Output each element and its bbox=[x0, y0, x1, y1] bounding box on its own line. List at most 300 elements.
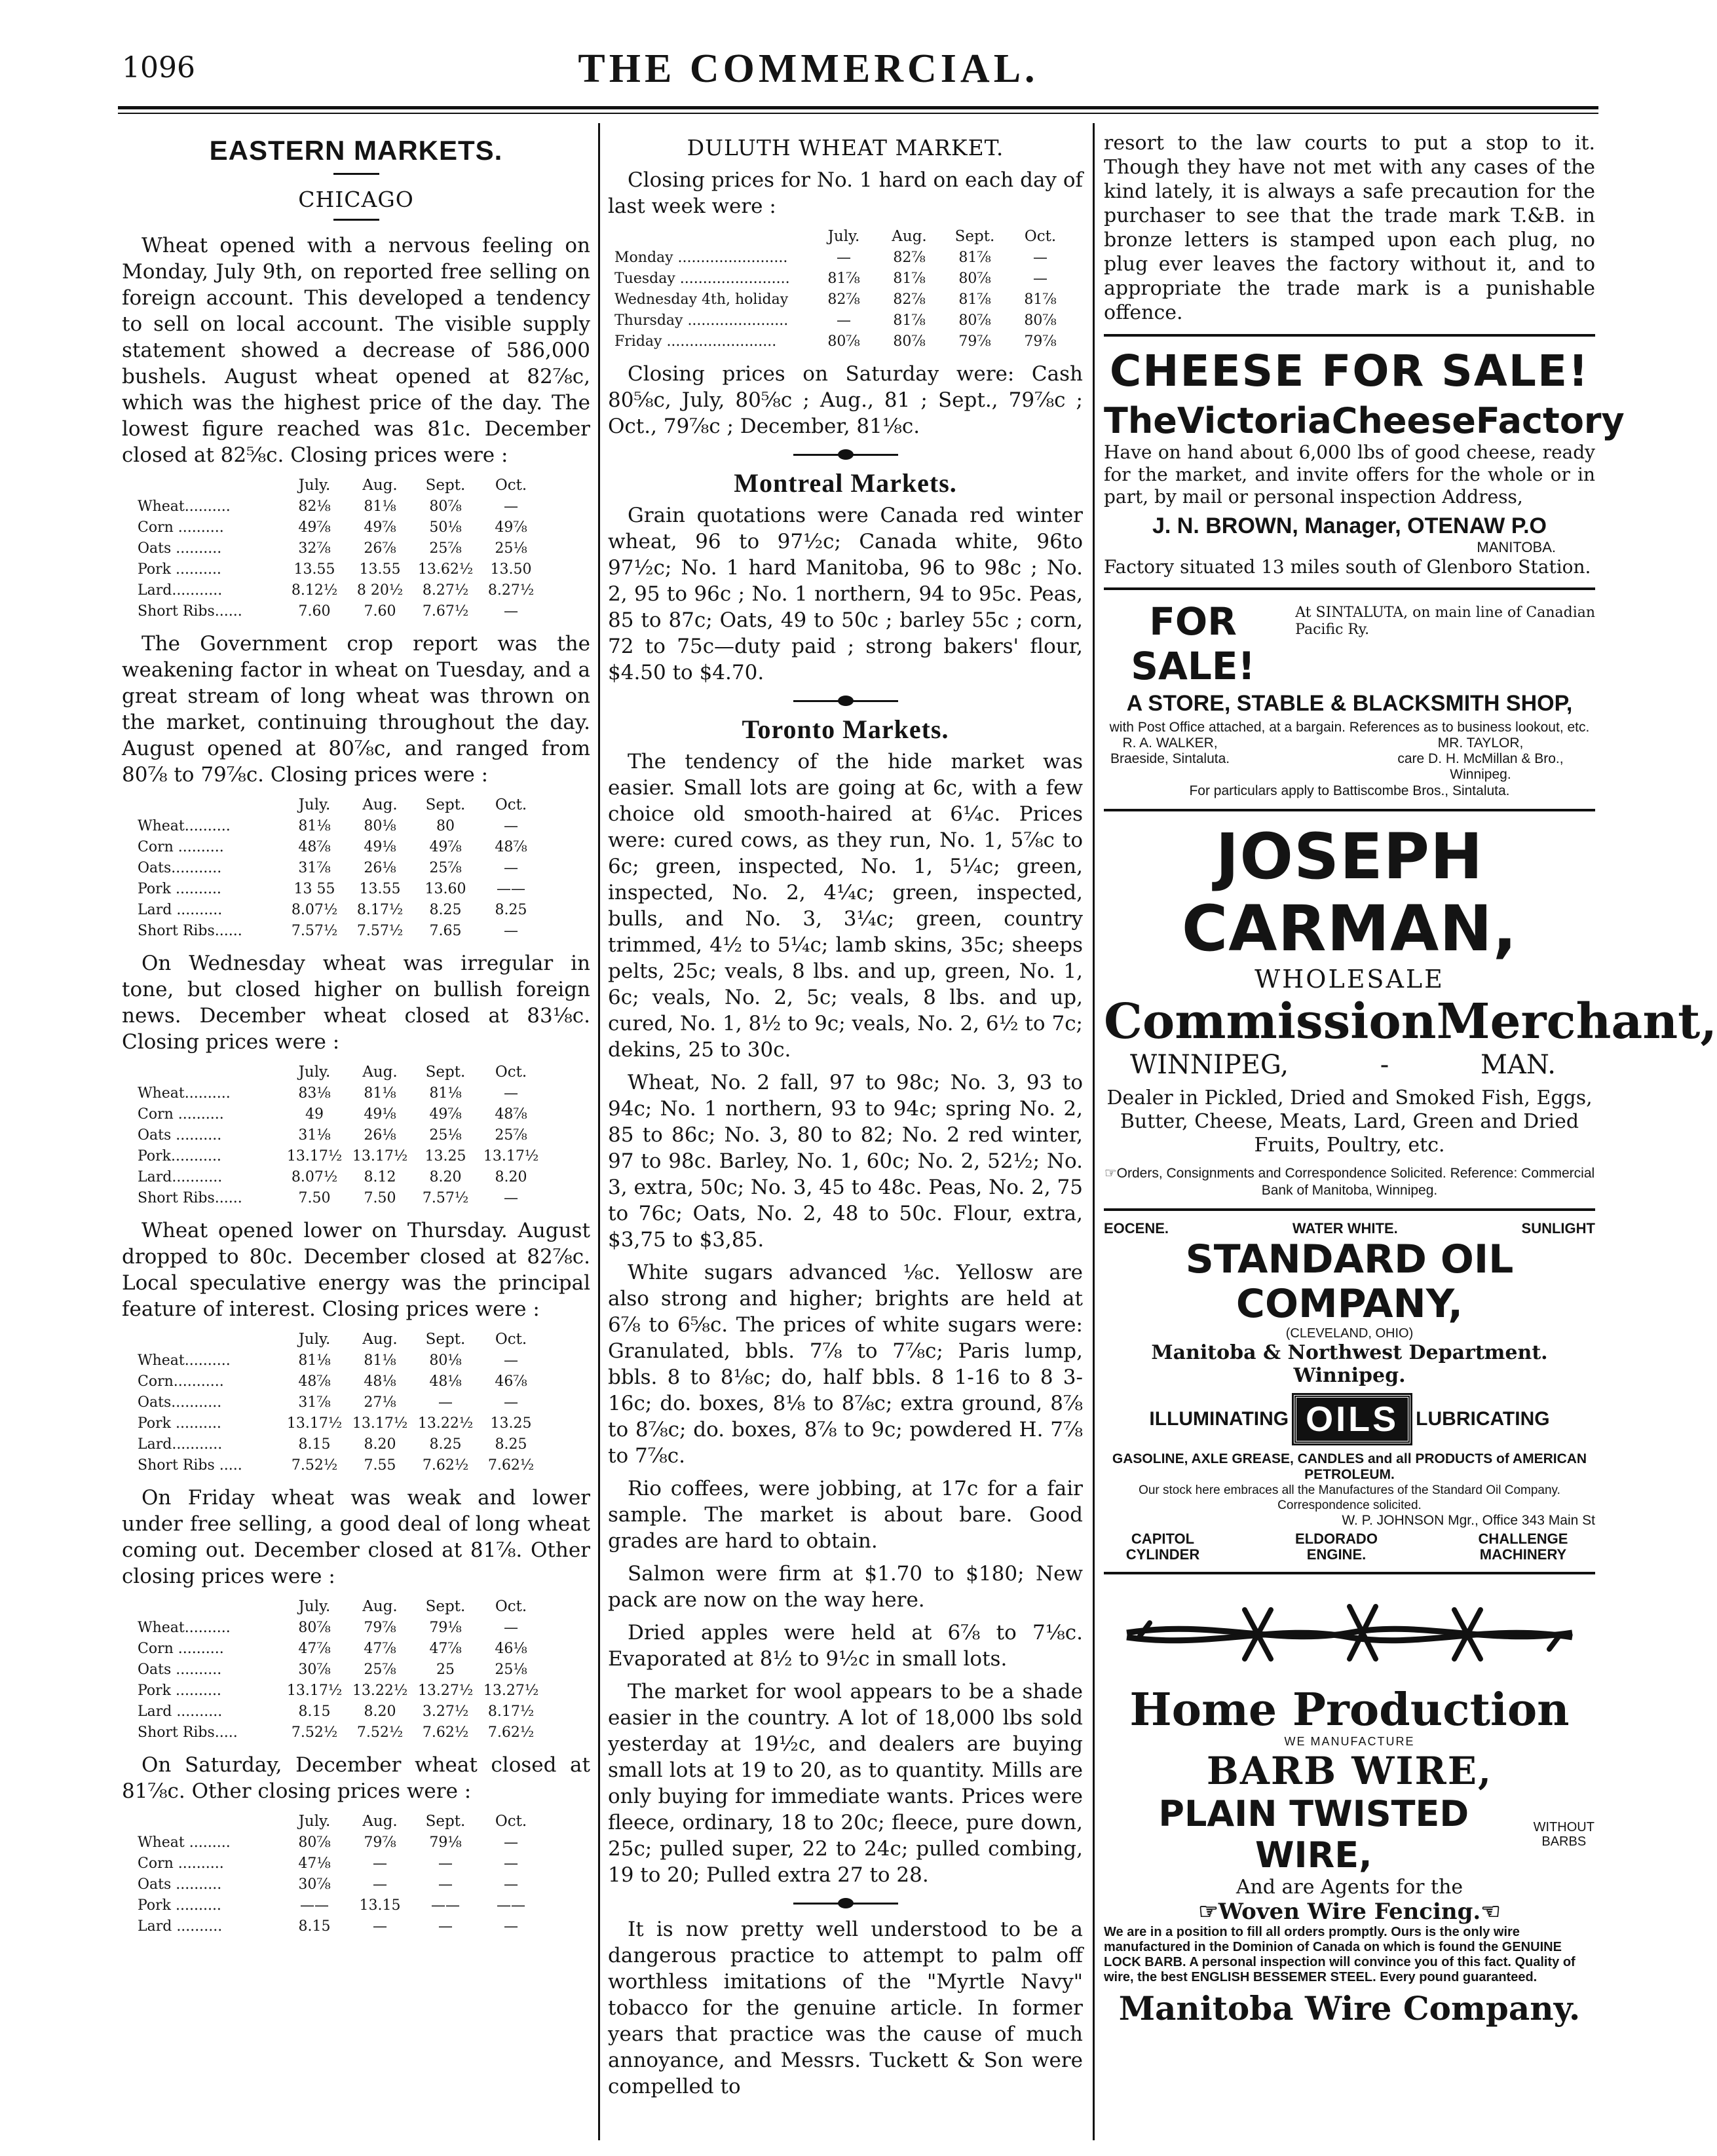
commodity-label: Tuesday ........................ bbox=[614, 270, 790, 287]
table-row bbox=[138, 815, 544, 836]
price-cell: — bbox=[504, 922, 518, 939]
ad-oil-product: CHALLENGE MACHINERY bbox=[1478, 1531, 1568, 1563]
table-header-blank bbox=[614, 226, 811, 247]
table-row bbox=[138, 857, 544, 878]
table-row bbox=[138, 1371, 544, 1392]
price-table bbox=[138, 475, 544, 622]
table-header-cell: Oct. bbox=[495, 1598, 527, 1615]
ad-barb-wire-title: BARB WIRE, bbox=[1206, 1749, 1493, 1793]
paragraph: It is now pretty well understood to be a dangerous practice to attempt to palm off worthless imitations of the "Myrtle Navy" tobacco for the genuine article. In former years that practice was the cause of much annoyance, and Messrs. Tuckett & Son were compelled to bbox=[608, 1918, 1083, 2098]
ad-merchant: Merchant, bbox=[1436, 994, 1717, 1050]
ad-rule bbox=[1104, 1208, 1595, 1211]
price-cell: —— bbox=[431, 1897, 460, 1914]
price-cell: 8.07½ bbox=[291, 1168, 338, 1185]
divider bbox=[333, 219, 379, 221]
price-cell: 81⅞ bbox=[1024, 291, 1057, 308]
table-row bbox=[138, 1701, 544, 1722]
commodity-label: Oats........... bbox=[138, 859, 222, 876]
ad-standard-oil bbox=[1104, 1220, 1595, 1563]
commodity-label: Wednesday 4th, holiday bbox=[614, 291, 789, 308]
price-cell: 13.22½ bbox=[417, 1415, 474, 1432]
price-cell: 13.55 bbox=[293, 561, 335, 578]
price-cell: 7.50 bbox=[364, 1189, 396, 1206]
price-cell: 49⅞ bbox=[429, 1106, 462, 1123]
paragraph: Rio coffees, were jobbing, at 17c for a fair sample. The market is about bare. Good grades are hard to obtain. bbox=[608, 1477, 1083, 1553]
commodity-label: Friday ........................ bbox=[614, 333, 777, 350]
price-table bbox=[138, 1811, 544, 1937]
price-cell: 46⅛ bbox=[495, 1640, 527, 1657]
ad-signature: J. N. BROWN, Manager, OTENAW P.O bbox=[1152, 513, 1547, 538]
price-cell: 31⅞ bbox=[298, 859, 331, 876]
price-cell: 7.57½ bbox=[291, 922, 338, 939]
price-cell: — bbox=[373, 1918, 387, 1935]
table-row bbox=[138, 1124, 544, 1145]
ad-headline: FOR SALE! bbox=[1131, 599, 1255, 688]
price-cell: 32⅞ bbox=[298, 540, 331, 557]
price-cell: 81⅛ bbox=[298, 817, 331, 834]
price-cell: 7.67½ bbox=[422, 603, 469, 620]
commodity-label: Corn .......... bbox=[138, 1855, 224, 1872]
table-row bbox=[138, 1853, 544, 1874]
price-cell: 27⅛ bbox=[364, 1394, 396, 1411]
paragraph: Closing prices on Saturday were: Cash 80⅝c, July, 80⅝c ; Aug., 81 ; Sept., 79⅞c ; Oct., 79⅞c ; December, 81⅛c. bbox=[608, 362, 1083, 438]
commodity-label: Pork........... bbox=[138, 1147, 221, 1164]
table-header-cell: Oct. bbox=[495, 1813, 527, 1830]
price-table bbox=[138, 1596, 544, 1743]
table-row bbox=[138, 580, 544, 601]
price-cell: 81⅛ bbox=[298, 1352, 331, 1369]
table-header-cell: July. bbox=[298, 796, 331, 813]
table-header-cell: Sept. bbox=[425, 1331, 466, 1348]
ad-we-manufacture: WE MANUFACTURE bbox=[1284, 1735, 1415, 1748]
ad-joseph-carman bbox=[1104, 820, 1717, 1199]
table-header-cell: Aug. bbox=[892, 228, 927, 245]
table-header-cell: Sept. bbox=[425, 1813, 466, 1830]
column-divider bbox=[598, 123, 600, 2140]
commodity-label: Short Ribs...... bbox=[138, 922, 242, 939]
table-row bbox=[138, 1722, 544, 1743]
price-cell: 30⅞ bbox=[298, 1876, 331, 1893]
commodity-label: Pork .......... bbox=[138, 561, 221, 578]
price-cell: 13.25 bbox=[490, 1415, 532, 1432]
ad-contact-name: MR. TAYLOR, bbox=[1437, 735, 1524, 751]
price-cell: 8 20½ bbox=[356, 582, 404, 599]
ad-signature-line2: MANITOBA. bbox=[1477, 539, 1556, 555]
table-header-cell: Oct. bbox=[495, 477, 527, 494]
price-cell: — bbox=[837, 249, 851, 266]
commodity-label: Wheat ......... bbox=[138, 1834, 231, 1851]
commodity-label: Wheat.......... bbox=[138, 1619, 231, 1636]
ad-lubricating: LUBRICATING bbox=[1416, 1408, 1550, 1430]
table-header-cell: Sept. bbox=[425, 796, 466, 813]
section-title: DULUTH WHEAT MARKET. bbox=[687, 135, 1004, 160]
price-cell: 81⅛ bbox=[429, 1085, 462, 1102]
table-header-blank bbox=[138, 794, 282, 815]
table-row bbox=[138, 1680, 544, 1701]
price-cell: 7.52½ bbox=[291, 1457, 338, 1474]
table-row bbox=[138, 538, 544, 559]
price-cell: 8.27½ bbox=[487, 582, 535, 599]
table-header-blank bbox=[138, 1811, 282, 1832]
table-row bbox=[138, 559, 544, 580]
paragraph: Closing prices for No. 1 hard on each day of last week were : bbox=[608, 168, 1083, 218]
price-cell: 47⅞ bbox=[364, 1640, 396, 1657]
table-header-cell: Sept. bbox=[954, 228, 995, 245]
table-row bbox=[138, 1638, 544, 1659]
price-cell: 81⅞ bbox=[827, 270, 860, 287]
table-row bbox=[138, 1392, 544, 1413]
price-cell: 80⅞ bbox=[429, 498, 462, 515]
table-row bbox=[138, 1659, 544, 1680]
price-cell: 8.27½ bbox=[422, 582, 469, 599]
price-cell: 13.50 bbox=[490, 561, 532, 578]
ad-headline: STANDARD OIL COMPANY, bbox=[1185, 1236, 1514, 1327]
price-cell: 48⅛ bbox=[364, 1373, 396, 1390]
price-cell: 13.17½ bbox=[483, 1147, 539, 1164]
price-cell: 81⅞ bbox=[893, 312, 926, 329]
ad-oil-grade: WATER WHITE. bbox=[1292, 1220, 1398, 1236]
duluth-price-table bbox=[614, 226, 1073, 352]
price-cell: 7.62½ bbox=[487, 1724, 535, 1741]
commodity-label: Short Ribs ..... bbox=[138, 1457, 242, 1474]
price-cell: — bbox=[837, 312, 851, 329]
price-cell: — bbox=[504, 1619, 518, 1636]
table-row bbox=[138, 920, 544, 941]
paragraph: resort to the law courts to put a stop to it. Though they have not met with any cases of the kind lately, it is always a safe precaution for the purchaser to see that the trade mark T.&B. in bronze letters is stamped upon each plug, no plug ever leaves the factory without it, and to appropriate the trade mark is a punishable offence. bbox=[1104, 132, 1595, 324]
price-cell: 47⅞ bbox=[429, 1640, 462, 1657]
price-cell: 50⅛ bbox=[429, 519, 462, 536]
price-cell: — bbox=[504, 1876, 518, 1893]
price-cell: 7.62½ bbox=[422, 1724, 469, 1741]
section-title: Toronto Markets. bbox=[742, 715, 949, 744]
price-cell: — bbox=[504, 1394, 518, 1411]
ad-headline: JOSEPH CARMAN, bbox=[1181, 820, 1518, 965]
price-cell: —— bbox=[300, 1897, 329, 1914]
price-cell: 8.25 bbox=[429, 1436, 462, 1453]
price-cell: 8.12 bbox=[364, 1168, 396, 1185]
ad-manager: W. P. JOHNSON Mgr., Office 343 Main St bbox=[1342, 1513, 1595, 1528]
commodity-label: Monday ........................ bbox=[614, 249, 788, 266]
ad-rule bbox=[1104, 587, 1595, 590]
price-cell: 31⅛ bbox=[298, 1126, 331, 1143]
ad-cheese bbox=[1104, 346, 1625, 578]
price-cell: 8.25 bbox=[495, 1436, 527, 1453]
paragraph: Grain quotations were Canada red winter wheat, 96 to 97½c; Canada white, 96to 97½c; No. 1 hard Manitoba, 96 to 98c ; No. 2, 95 to 96c ; No. 1 northern, 94 to 95c. Peas, 85 to 87c; Oats, 49 to 50c ; barley 55c ; corn, 72 to 75c—duty paid ; strong bakers' flour, $4.50 to $4.70. bbox=[608, 504, 1083, 684]
price-cell: 8.20 bbox=[429, 1168, 462, 1185]
price-cell: 49⅞ bbox=[429, 838, 462, 855]
table-row bbox=[138, 496, 544, 517]
table-row bbox=[138, 836, 544, 857]
ad-body: with Post Office attached, at a bargain. References as to business lookout, etc. bbox=[1109, 720, 1590, 735]
price-cell: — bbox=[504, 1918, 518, 1935]
table-row bbox=[138, 1874, 544, 1895]
ad-contact-address: Braeside, Sintaluta. bbox=[1110, 751, 1230, 766]
table-row bbox=[614, 289, 1073, 310]
commodity-label: Lard........... bbox=[138, 1168, 223, 1185]
table-header-cell: Aug. bbox=[362, 1598, 398, 1615]
price-cell: 8.12½ bbox=[291, 582, 338, 599]
table-header-cell: July. bbox=[298, 477, 331, 494]
price-cell: 13.17½ bbox=[286, 1682, 343, 1699]
price-cell: 7.62½ bbox=[422, 1457, 469, 1474]
table-header-cell: Oct. bbox=[495, 1064, 527, 1081]
price-cell: 79⅞ bbox=[958, 333, 991, 350]
header-rule-thin bbox=[118, 113, 1598, 114]
price-cell: 79⅛ bbox=[429, 1834, 462, 1851]
ornament-divider bbox=[793, 454, 898, 456]
ad-barb-wire bbox=[1104, 1584, 1595, 2028]
commodity-label: Pork .......... bbox=[138, 1415, 221, 1432]
price-cell: 47⅞ bbox=[298, 1640, 331, 1657]
ad-footer: ☞Orders, Consignments and Correspondence Solicited. Reference: Commercial Bank of Manitoba, Winnipeg. bbox=[1104, 1166, 1595, 1198]
table-row bbox=[138, 1145, 544, 1166]
ad-oil-grade: SUNLIGHT bbox=[1521, 1220, 1595, 1236]
price-cell: — bbox=[438, 1876, 453, 1893]
price-cell: —— bbox=[497, 1897, 525, 1914]
price-cell: 30⅞ bbox=[298, 1661, 331, 1678]
price-cell: 8.17½ bbox=[356, 901, 404, 918]
price-cell: 13.17½ bbox=[286, 1147, 343, 1164]
price-cell: 13.60 bbox=[425, 880, 466, 897]
table-header-blank bbox=[138, 1596, 282, 1617]
price-cell: 80⅛ bbox=[364, 817, 396, 834]
ad-subhead: TheVictoriaCheeseFactory bbox=[1104, 400, 1625, 441]
price-cell: 7.60 bbox=[298, 603, 331, 620]
table-row bbox=[138, 899, 544, 920]
price-cell: 8.15 bbox=[298, 1703, 331, 1720]
ad-rule bbox=[1104, 334, 1595, 337]
commodity-label: Corn .......... bbox=[138, 1640, 224, 1657]
table-row bbox=[138, 1455, 544, 1476]
commodity-label: Short Ribs...... bbox=[138, 1189, 242, 1206]
table-row bbox=[138, 1413, 544, 1434]
paragraph: On Wednesday wheat was irregular in tone, but closed higher on bullish foreign news. December wheat closed at 83⅛c. Closing prices were : bbox=[122, 952, 590, 1054]
price-table bbox=[138, 1329, 544, 1476]
price-cell: 80⅞ bbox=[958, 312, 991, 329]
price-cell: — bbox=[504, 1352, 518, 1369]
commodity-label: Lard........... bbox=[138, 582, 223, 599]
price-cell: 82⅛ bbox=[298, 498, 331, 515]
price-cell: 81⅞ bbox=[958, 291, 991, 308]
price-cell: 48⅛ bbox=[429, 1373, 462, 1390]
price-cell: 81⅛ bbox=[364, 498, 396, 515]
price-cell: 79⅞ bbox=[364, 1834, 396, 1851]
commodity-label: Corn .......... bbox=[138, 1106, 224, 1123]
commodity-label: Oats .......... bbox=[138, 1876, 222, 1893]
price-cell: 79⅞ bbox=[364, 1619, 396, 1636]
price-cell: 13.27½ bbox=[417, 1682, 474, 1699]
commodity-label: Short Ribs...... bbox=[138, 603, 242, 620]
ad-location: (CLEVELAND, OHIO) bbox=[1285, 1326, 1414, 1341]
price-cell: 48⅞ bbox=[298, 1373, 331, 1390]
table-row bbox=[614, 247, 1073, 268]
table-header-cell: Aug. bbox=[362, 1813, 398, 1830]
price-cell: 13.25 bbox=[425, 1147, 466, 1164]
table-header-cell: July. bbox=[827, 228, 860, 245]
table-row bbox=[614, 331, 1073, 352]
commodity-label: Oats .......... bbox=[138, 540, 222, 557]
price-cell: 7.62½ bbox=[487, 1457, 535, 1474]
ad-wholesale: WHOLESALE bbox=[1255, 965, 1444, 994]
ad-footer: For particulars apply to Battiscombe Bros., Sintaluta. bbox=[1189, 783, 1510, 798]
price-cell: 80⅞ bbox=[893, 333, 926, 350]
price-table bbox=[138, 794, 544, 941]
ad-footer: Factory situated 13 miles south of Glenboro Station. bbox=[1104, 556, 1591, 578]
table-row bbox=[138, 1187, 544, 1208]
table-header-blank bbox=[138, 1062, 282, 1083]
table-header-cell: July. bbox=[298, 1813, 331, 1830]
price-cell: — bbox=[438, 1918, 453, 1935]
price-cell: — bbox=[504, 1189, 518, 1206]
paragraph: Wheat opened lower on Thursday. August dropped to 80c. December closed at 82⅞c. Local speculative energy was the principal feature of interest. Closing prices were : bbox=[122, 1219, 590, 1321]
table-row bbox=[138, 601, 544, 622]
ad-subhead: A STORE, STABLE & BLACKSMITH SHOP, bbox=[1126, 691, 1573, 716]
section-title: EASTERN MARKETS. bbox=[209, 135, 503, 166]
ad-contact-name: R. A. WALKER, bbox=[1122, 735, 1218, 751]
price-cell: 3.27½ bbox=[422, 1703, 469, 1720]
section-title: Montreal Markets. bbox=[734, 468, 957, 498]
price-cell: 25⅛ bbox=[495, 540, 527, 557]
price-cell: 7.52½ bbox=[291, 1724, 338, 1741]
table-row bbox=[614, 268, 1073, 289]
table-row bbox=[614, 310, 1073, 331]
price-cell: 82⅞ bbox=[893, 291, 926, 308]
price-cell: 81⅞ bbox=[893, 270, 926, 287]
commodity-label: Oats .......... bbox=[138, 1661, 222, 1678]
commodity-label: Lard .......... bbox=[138, 901, 223, 918]
header-rule bbox=[118, 106, 1598, 109]
price-cell: — bbox=[504, 498, 518, 515]
paragraph: The market for wool appears to be a shade easier in the country. A lot of 18,000 lbs sold yesterday at 19½c, and dealers are buying small lots at 19 to 20, as to quantity. Mills are only buying for immediate wants. Prices were fleece, ordinary, 18 to 20c; fleece, pure down, 25c; pulled super, 22 to 24c; pulled combing, 19 to 20; Pulled extra 27 to 28. bbox=[608, 1680, 1083, 1887]
price-cell: — bbox=[1033, 270, 1047, 287]
commodity-label: Corn .......... bbox=[138, 519, 224, 536]
ad-location: At SINTALUTA, on main line of Canadian Pacific Ry. bbox=[1295, 604, 1596, 638]
price-cell: 13.17½ bbox=[352, 1415, 408, 1432]
price-cell: 7.55 bbox=[364, 1457, 396, 1474]
paragraph: On Friday wheat was weak and lower under free selling, a good deal of long wheat coming out. December closed at 81⅞. Other closing prices were : bbox=[122, 1486, 590, 1588]
paragraph: Salmon were firm at $1.70 to $180; New pack are now on the way here. bbox=[608, 1562, 1083, 1612]
paragraph: Wheat, No. 2 fall, 97 to 98c; No. 3, 93 to 94c; No. 1 northern, 93 to 94c; spring No. 2, 85 to 86c; No. 3, 80 to 82; No. 2 red winter, 97 to 98c. Barley, No. 1, 60c; No. 2, 52½; No. 3, extra, 50c; No. 3, 45 to 48c. Peas, No. 2, 75 to 76c; Oats, No. 2, 48 to 50c. Flour, extra, $3,75 to $3,85. bbox=[608, 1071, 1083, 1252]
price-cell: 80⅛ bbox=[429, 1352, 462, 1369]
column-advertisements bbox=[1104, 131, 1717, 2028]
price-cell: 48⅞ bbox=[495, 838, 527, 855]
ad-body: Have on hand about 6,000 lbs of good cheese, ready for the market, and invite offers for the whole or in part, by mail or personal inspection Address, bbox=[1104, 441, 1595, 508]
price-cell: — bbox=[1033, 249, 1047, 266]
price-cell: 7.60 bbox=[364, 603, 396, 620]
commodity-label: Oats .......... bbox=[138, 1126, 222, 1143]
table-header-cell: Sept. bbox=[425, 1064, 466, 1081]
ad-oil-product: ELDORADO ENGINE. bbox=[1295, 1531, 1378, 1563]
ad-commission: Commission bbox=[1104, 994, 1437, 1050]
table-header-cell: Aug. bbox=[362, 796, 398, 813]
page-number: 1096 bbox=[122, 51, 195, 84]
barb-wire-illustration bbox=[1114, 1584, 1585, 1682]
price-cell: 80⅞ bbox=[958, 270, 991, 287]
column-eastern-markets bbox=[122, 131, 590, 1946]
price-cell: 81⅛ bbox=[364, 1085, 396, 1102]
table-row bbox=[138, 1083, 544, 1104]
price-cell: 13.17½ bbox=[286, 1415, 343, 1432]
price-cell: 8.25 bbox=[429, 901, 462, 918]
table-header-cell: Oct. bbox=[495, 796, 527, 813]
price-cell: 49⅛ bbox=[364, 1106, 396, 1123]
ad-separator: - bbox=[1380, 1050, 1389, 1080]
price-cell: 7.57½ bbox=[422, 1189, 469, 1206]
commodity-label: Wheat.......... bbox=[138, 1085, 231, 1102]
price-cell: — bbox=[373, 1855, 387, 1872]
price-cell: — bbox=[504, 603, 518, 620]
price-cell: 79⅛ bbox=[429, 1619, 462, 1636]
table-row bbox=[138, 517, 544, 538]
paragraph: On Saturday, December wheat closed at 81⅞c. Other closing prices were : bbox=[122, 1753, 590, 1803]
price-cell: 7.50 bbox=[298, 1189, 331, 1206]
commodity-label: Lard .......... bbox=[138, 1703, 223, 1720]
table-row bbox=[138, 1350, 544, 1371]
price-cell: 7.65 bbox=[429, 922, 462, 939]
price-cell: 13.17½ bbox=[352, 1147, 408, 1164]
table-row bbox=[138, 1916, 544, 1937]
price-cell: 26⅛ bbox=[364, 859, 396, 876]
ad-department: Manitoba & Northwest Department. Winnipeg. bbox=[1151, 1341, 1548, 1387]
table-header-cell: Sept. bbox=[425, 477, 466, 494]
price-cell: 49⅞ bbox=[298, 519, 331, 536]
price-cell: 25⅞ bbox=[429, 540, 462, 557]
commodity-label: Oats........... bbox=[138, 1394, 222, 1411]
price-cell: 47⅛ bbox=[298, 1855, 331, 1872]
price-cell: 8.20 bbox=[364, 1436, 396, 1453]
ad-body: Our stock here embraces all the Manufactures of the Standard Oil Company. Correspondence solicited. bbox=[1139, 1483, 1560, 1512]
table-header-cell: Sept. bbox=[425, 1598, 466, 1615]
table-row bbox=[138, 1434, 544, 1455]
commodity-label: Wheat.......... bbox=[138, 498, 231, 515]
commodity-label: Wheat.......... bbox=[138, 817, 231, 834]
price-cell: 13 55 bbox=[293, 880, 335, 897]
ad-body: Dealer in Pickled, Dried and Smoked Fish, Eggs, Butter, Cheese, Meats, Lard, Green and Dried Fruits, Poultry, etc. bbox=[1106, 1087, 1593, 1157]
column-duluth-montreal-toronto bbox=[608, 131, 1083, 2106]
price-cell: 13.27½ bbox=[483, 1682, 539, 1699]
paragraph: Wheat opened with a nervous feeling on Monday, July 9th, on reported free selling on foreign account. This developed a tendency to sell on local account. The visible supply statement showed a decrease of 586,000 bushels. August wheat opened at 82⅞c, which was the highest price of the day. The lowest figure reached was 81c. December closed at 82⅝c. Closing prices were : bbox=[122, 234, 590, 467]
ad-woven-wire: ☞Woven Wire Fencing.☜ bbox=[1198, 1899, 1501, 1925]
table-header-cell: July. bbox=[298, 1598, 331, 1615]
price-cell: 26⅛ bbox=[364, 1126, 396, 1143]
masthead-title: THE COMMERCIAL. bbox=[578, 46, 1039, 91]
price-cell: 80⅞ bbox=[298, 1619, 331, 1636]
paragraph: Dried apples were held at 6⅞ to 7⅛c. Evaporated at 8½ to 9½c in small lots. bbox=[608, 1621, 1083, 1671]
price-cell: 49 bbox=[305, 1106, 324, 1123]
ad-agents: And are Agents for the bbox=[1236, 1876, 1463, 1899]
table-header-blank bbox=[138, 1329, 282, 1350]
ad-illuminating: ILLUMINATING bbox=[1149, 1408, 1289, 1430]
price-cell: — bbox=[504, 859, 518, 876]
price-cell: 25⅞ bbox=[495, 1126, 527, 1143]
ad-company: Manitoba Wire Company. bbox=[1118, 1989, 1581, 2028]
paragraph: The tendency of the hide market was easier. Small lots are going at 6c, with a few choice old smooth-haired at 6¼c. Prices were: cured cows, as they run, No. 1, 5⅞c to 6c; green, inspected, No. 1, 5¼c; green, inspected, No. 2, 4¼c; green, inspected, bulls, and No. 3, 3¼c; green, country trimmed, 4½ to 5¼c; lamb skins, 35c; sheeps pelts, 25c; veals, 8 lbs. and up, green, No. 1, 6c; veals, No. 2, 5c; veals, 8 lbs. and up, cured, No. 1, 8½ to 9c; veals, No. 2, 6½ to 7c; dekins, 25 to 30c. bbox=[608, 750, 1083, 1062]
price-cell: 49⅛ bbox=[364, 838, 396, 855]
column-divider bbox=[1093, 123, 1095, 2140]
ad-body: GASOLINE, AXLE GREASE, CANDLES and all PRODUCTS of AMERICAN PETROLEUM. bbox=[1112, 1451, 1587, 1482]
table-header-cell: July. bbox=[298, 1064, 331, 1081]
price-cell: 80⅞ bbox=[298, 1834, 331, 1851]
commodity-label: Wheat.......... bbox=[138, 1352, 231, 1369]
commodity-label: Corn........... bbox=[138, 1373, 224, 1390]
commodity-label: Pork .......... bbox=[138, 880, 221, 897]
price-cell: 7.52½ bbox=[356, 1724, 404, 1741]
price-cell: 13.55 bbox=[359, 880, 401, 897]
price-cell: 8.20 bbox=[364, 1703, 396, 1720]
ad-rule bbox=[1104, 1572, 1595, 1574]
price-cell: 8.15 bbox=[298, 1918, 331, 1935]
ad-for-sale bbox=[1104, 599, 1595, 800]
